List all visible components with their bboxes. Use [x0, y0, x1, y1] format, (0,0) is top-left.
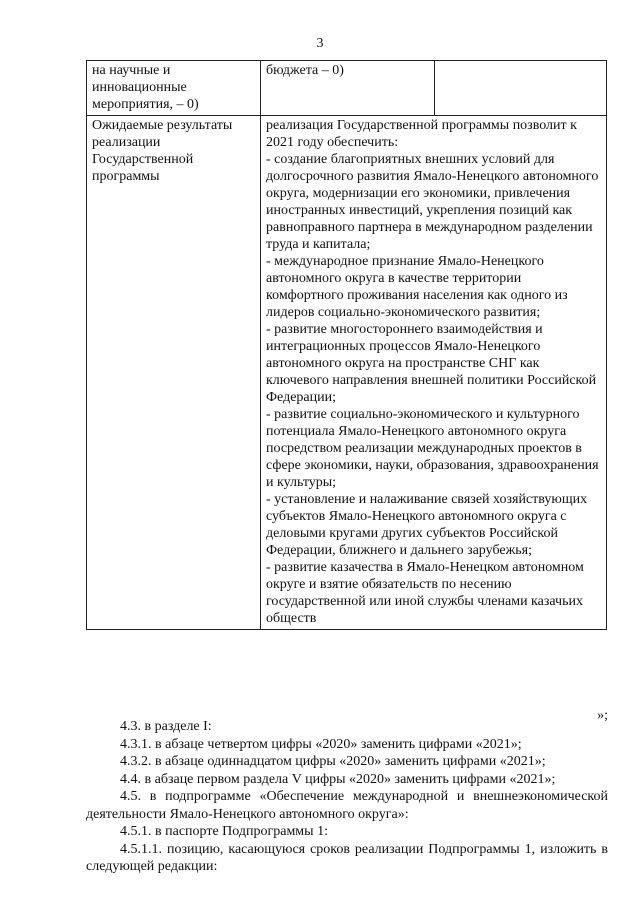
list-item: - создание благоприятных внешних условий для долгосрочного развития Ямало-Ненецкого автономного округа, модернизации его экономики, привлечения иностранных инвестиций, укрепления позиций как равноправного партнера в международном разделении труда и капитала;	[266, 152, 599, 252]
list-item: - установление и налаживание связей хозяйствующих субъектов Ямало-Ненецкого автономного округа с деловыми кругами других субъектов Российской Федерации, ближнего и дальнего зарубежья;	[266, 492, 588, 558]
paragraph: 4.5.1.1. позицию, касающуюся сроков реализации Подпрограммы 1, изложить в следующей редакции:	[86, 841, 608, 874]
results-intro: реализация Государственной программы позволит к 2021 году обеспечить:	[266, 118, 577, 150]
paragraph: 4.3.1. в абзаце четвертом цифры «2020» заменить цифрами «2021»;	[120, 736, 522, 752]
list-item: - развитие социально-экономического и культурного потенциала Ямало-Ненецкого автономного округа посредством реализации международных проектов в сфере экономики, науки, образования, здравоохранения и культуры;	[266, 407, 599, 490]
paragraph: 4.3.2. в абзаце одиннадцатом цифры «2020» заменить цифрами «2021»;	[120, 754, 546, 769]
closing-quote: »;	[597, 708, 608, 723]
row1-value-cell: бюджета – 0)	[261, 61, 435, 116]
row1-extra-cell	[435, 61, 607, 116]
table-row	[87, 116, 607, 630]
paragraph: 4.5.1. в паспорте Подпрограммы 1:	[120, 824, 328, 839]
program-passport-table	[86, 60, 607, 630]
row1-label-cell: на научные и инновационные мероприятия, – 0)	[87, 61, 261, 116]
amendments-text	[86, 718, 608, 876]
table-row	[87, 61, 607, 116]
list-item: - развитие многостороннего взаимодействия и интеграционных процессов Ямало-Ненецкого автономного округа на пространстве СНГ как ключевого направления внешней политики Российской Федерации;	[266, 322, 597, 405]
row2-label-cell: Ожидаемые результаты реализации Государственной программы	[87, 116, 261, 630]
expected-results-cell	[261, 116, 607, 630]
paragraph: 4.3. в разделе I:	[120, 719, 212, 734]
paragraph: 4.5. в подпрограмме «Обеспечение международной и внешнеэкономической деятельности Ямало-Ненецкого автономного округа»:	[86, 789, 608, 822]
list-item: - международное признание Ямало-Ненецкого автономного округа в качестве территории комфортного проживания населения как одного из лидеров социально-экономического развития;	[266, 254, 568, 320]
results-list	[266, 151, 601, 627]
paragraph: 4.4. в абзаце первом раздела V цифры «2020» заменить цифрами «2021»;	[120, 771, 556, 787]
page-number: 3	[316, 36, 324, 51]
list-item: - развитие казачества в Ямало-Ненецком автономном округе и взятие обязательств по несению государственной или иной службы членами казачьих обществ	[266, 560, 584, 626]
